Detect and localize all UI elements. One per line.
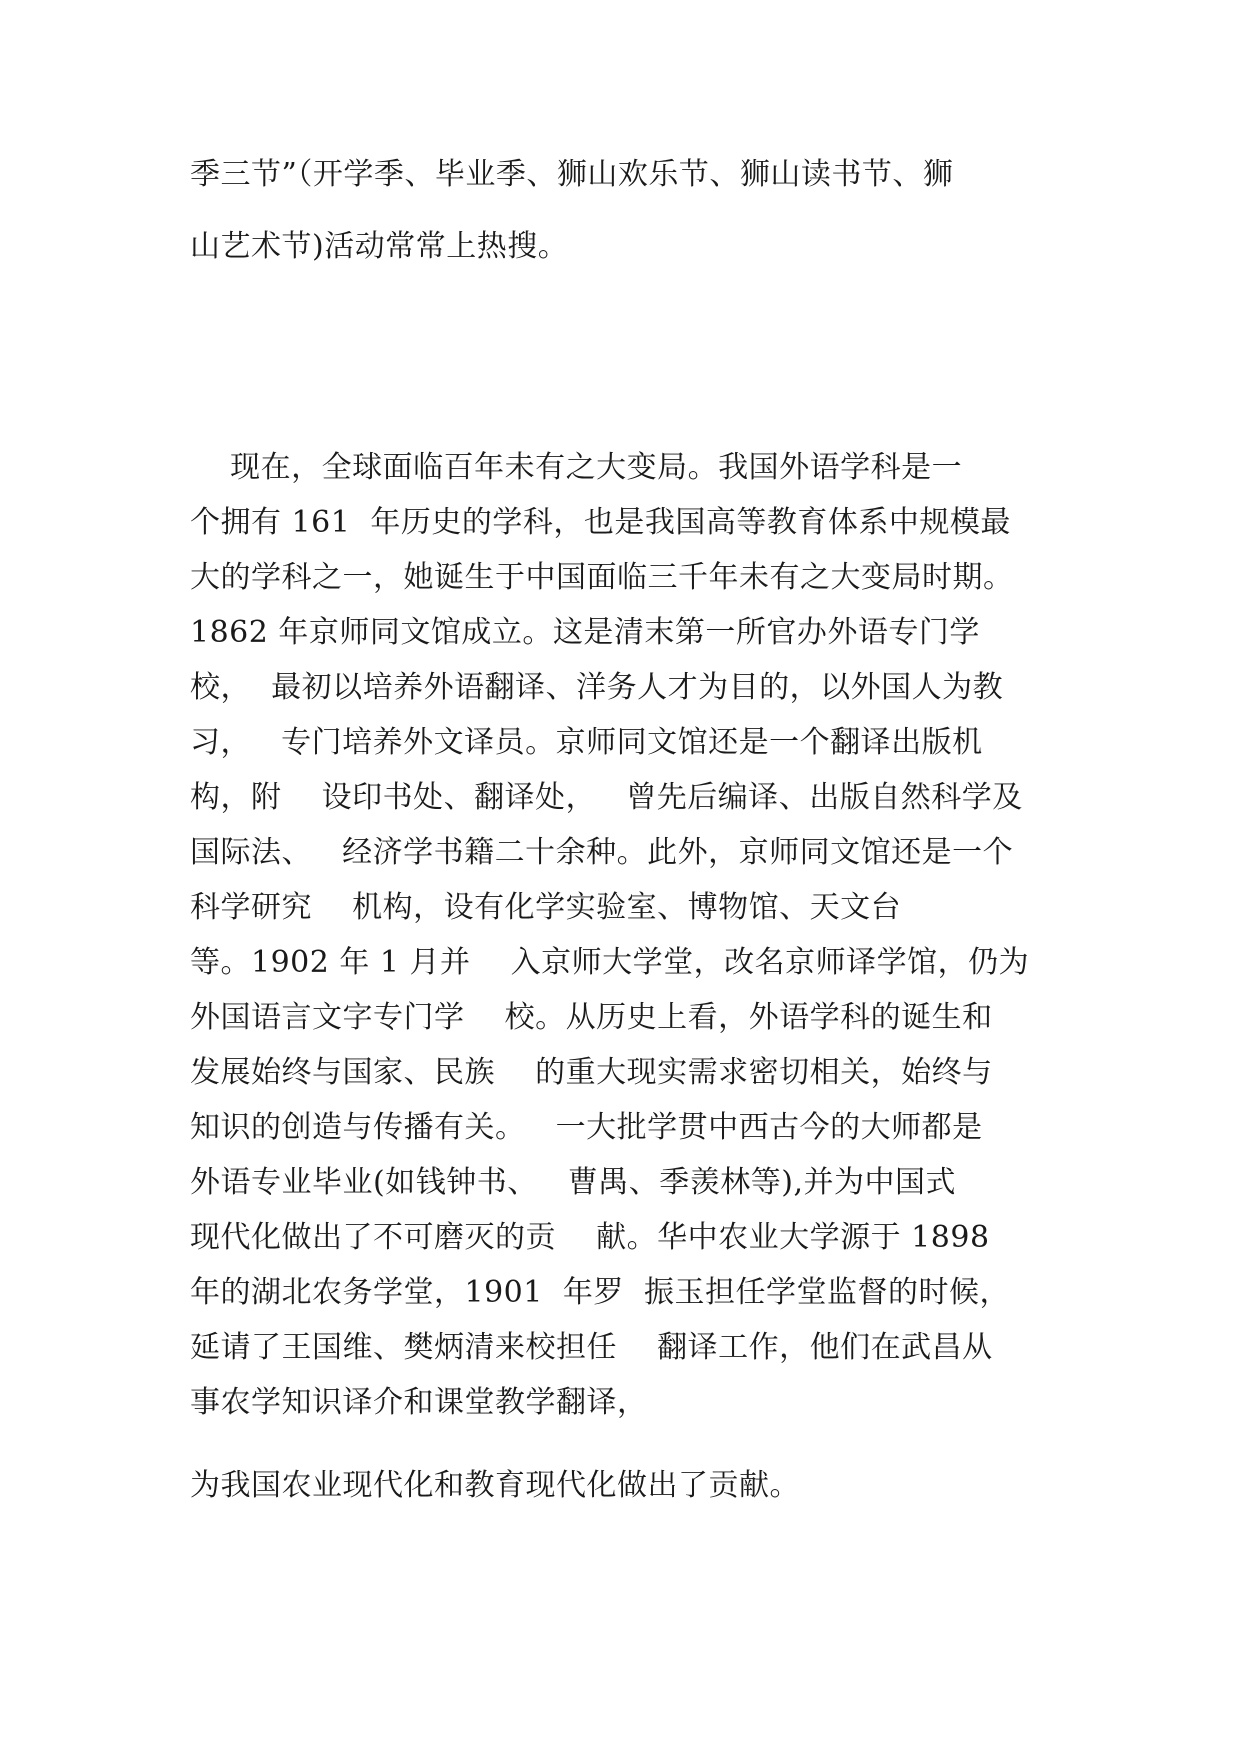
text-line: 等。1902 年 1 月并 入京师大学堂，改名京师译学馆，仍为 [190, 945, 1030, 980]
text-line: 校， 最初以培养外语翻译、洋务人才为目的，以外国人为教 [190, 670, 1004, 705]
text-line: 年的湖北农务学堂，1901 年罗 振玉担任学堂监督的时候， [190, 1275, 1010, 1310]
text-line: 山艺术节)活动常常上热搜。 [190, 229, 569, 264]
text-line: 习， 专门培养外文译员。京师同文馆还是一个翻译出版机 [190, 725, 983, 760]
text-line: 现代化做出了不可磨灭的贡 献。华中农业大学源于 1898 [190, 1220, 990, 1255]
text-line: 发展始终与国家、民族 的重大现实需求密切相关，始终与 [190, 1055, 993, 1090]
text-line: 知识的创造与传播有关。 一大批学贯中西古今的大师都是 [190, 1110, 983, 1145]
text-line: 1862 年京师同文馆成立。这是清末第一所官办外语专门学 [190, 615, 980, 650]
text-line: 外国语言文字专门学 校。从历史上看，外语学科的诞生和 [190, 1000, 993, 1035]
text-line: 个拥有 161 年历史的学科，也是我国高等教育体系中规模最 [190, 505, 1011, 540]
text-line: 国际法、 经济学书籍二十余种。此外，京师同文馆还是一个 [190, 835, 1014, 870]
text-line: 为我国农业现代化和教育现代化做出了贡献。 [190, 1468, 800, 1503]
text-line: 现在，全球面临百年未有之大变局。我国外语学科是一 [190, 450, 963, 485]
text-line: 事农学知识译介和课堂教学翻译， [190, 1385, 648, 1420]
text-line: 大的学科之一，她诞生于中国面临三千年未有之大变局时期。 [190, 560, 1014, 595]
text-line: 外语专业毕业(如钱钟书、 曹禺、季羡林等),并为中国式 [190, 1165, 957, 1200]
text-line: 季三节”（开学季、毕业季、狮山欢乐节、狮山读书节、狮 [190, 157, 954, 192]
text-line: 科学研究 机构，设有化学实验室、博物馆、天文台 [190, 890, 902, 925]
text-line: 构，附 设印书处、翻译处， 曾先后编译、出版自然科学及 [190, 780, 1023, 815]
text-line: 延请了王国维、樊炳清来校担任 翻译工作，他们在武昌从 [190, 1330, 993, 1365]
